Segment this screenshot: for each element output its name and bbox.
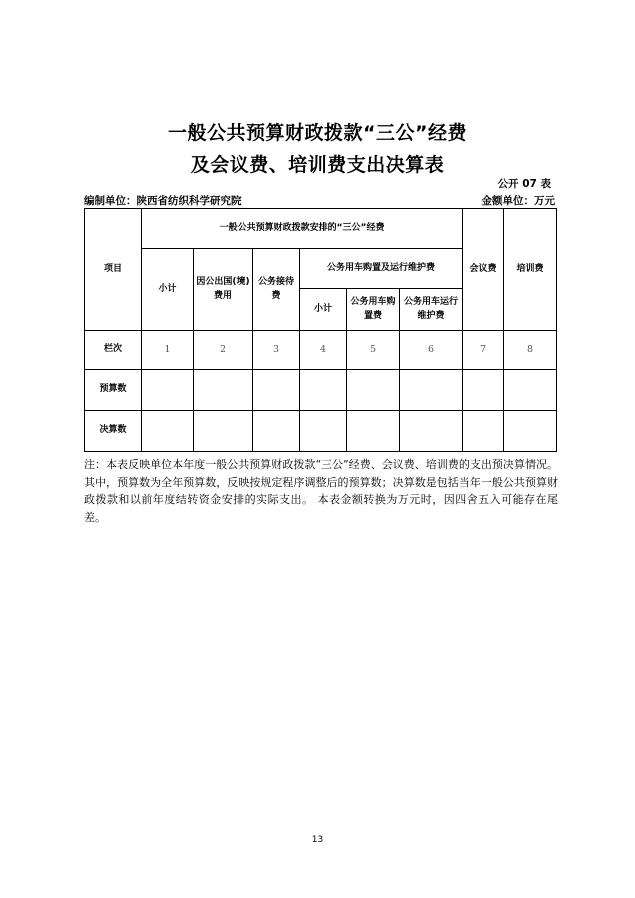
header-reception: 公务接待费: [253, 249, 300, 331]
table-cell: [253, 370, 300, 411]
amount-unit-label: 金额单位：万元: [481, 195, 555, 207]
header-three-public-group: 一般公共预算财政拨款安排的“三公”经费: [142, 209, 463, 249]
row-label: 预算数: [85, 370, 142, 411]
table-number: 公开 07 表: [497, 178, 551, 190]
table-cell: 5: [347, 331, 400, 370]
header-meeting: 会议费: [463, 209, 504, 331]
page-title-line2: 及会议费、培训费支出决算表: [190, 154, 445, 176]
table-cell: 4: [300, 331, 347, 370]
table-cell: [142, 370, 194, 411]
row-label: 决算数: [85, 411, 142, 452]
table-cell: [504, 370, 557, 411]
header-vehicle-subtotal: 小计: [300, 289, 347, 331]
row-label: 栏次: [85, 331, 142, 370]
table-cell: 2: [194, 331, 253, 370]
header-vehicle-group: 公务用车购置及运行维护费: [300, 249, 463, 289]
organization-label: 编制单位：陕西省纺织科学研究院: [84, 195, 242, 207]
table-cell: [300, 370, 347, 411]
table-cell: [463, 370, 504, 411]
table-cell: [194, 411, 253, 452]
header-vehicle-operation: 公务用车运行维护费: [400, 289, 463, 331]
table-cell: [253, 411, 300, 452]
meta-row: [84, 193, 555, 208]
table-cell: [463, 411, 504, 452]
table-cell: [347, 411, 400, 452]
table-cell: [400, 370, 463, 411]
header-subtotal: 小计: [142, 249, 194, 331]
table-cell: 1: [142, 331, 194, 370]
table-cell: 7: [463, 331, 504, 370]
page-number: 13: [311, 835, 324, 845]
table-cell: 8: [504, 331, 557, 370]
footnote: 注：本表反映单位本年度一般公共预算财政拨款“三公”经费、会议费、培训费的支出预决算情况。其中，预算数为全年预算数，反映按规定程序调整后的预算数；决算数是包括当年一般公共预算财政拨款和以前年度结转资金安排的实际支出。 本表金额转换为万元时，因四舍五入可能存在尾差。: [84, 458, 558, 524]
table-cell: [142, 411, 194, 452]
header-training: 培训费: [504, 209, 557, 331]
header-abroad: 因公出国(境)费用: [194, 249, 253, 331]
table-cell: [300, 411, 347, 452]
table-cell: [194, 370, 253, 411]
header-row-1: [85, 209, 557, 249]
header-item: 项目: [85, 209, 142, 331]
page-title-line1: 一般公共预算财政拨款“三公”经费: [168, 122, 467, 144]
table-row: [85, 411, 557, 452]
table-row: [85, 331, 557, 370]
table-cell: [400, 411, 463, 452]
expense-table: [84, 208, 557, 452]
table-cell: 6: [400, 331, 463, 370]
table-cell: [347, 370, 400, 411]
header-vehicle-purchase: 公务用车购置费: [347, 289, 400, 331]
table-cell: [504, 411, 557, 452]
table-cell: 3: [253, 331, 300, 370]
table-row: [85, 370, 557, 411]
